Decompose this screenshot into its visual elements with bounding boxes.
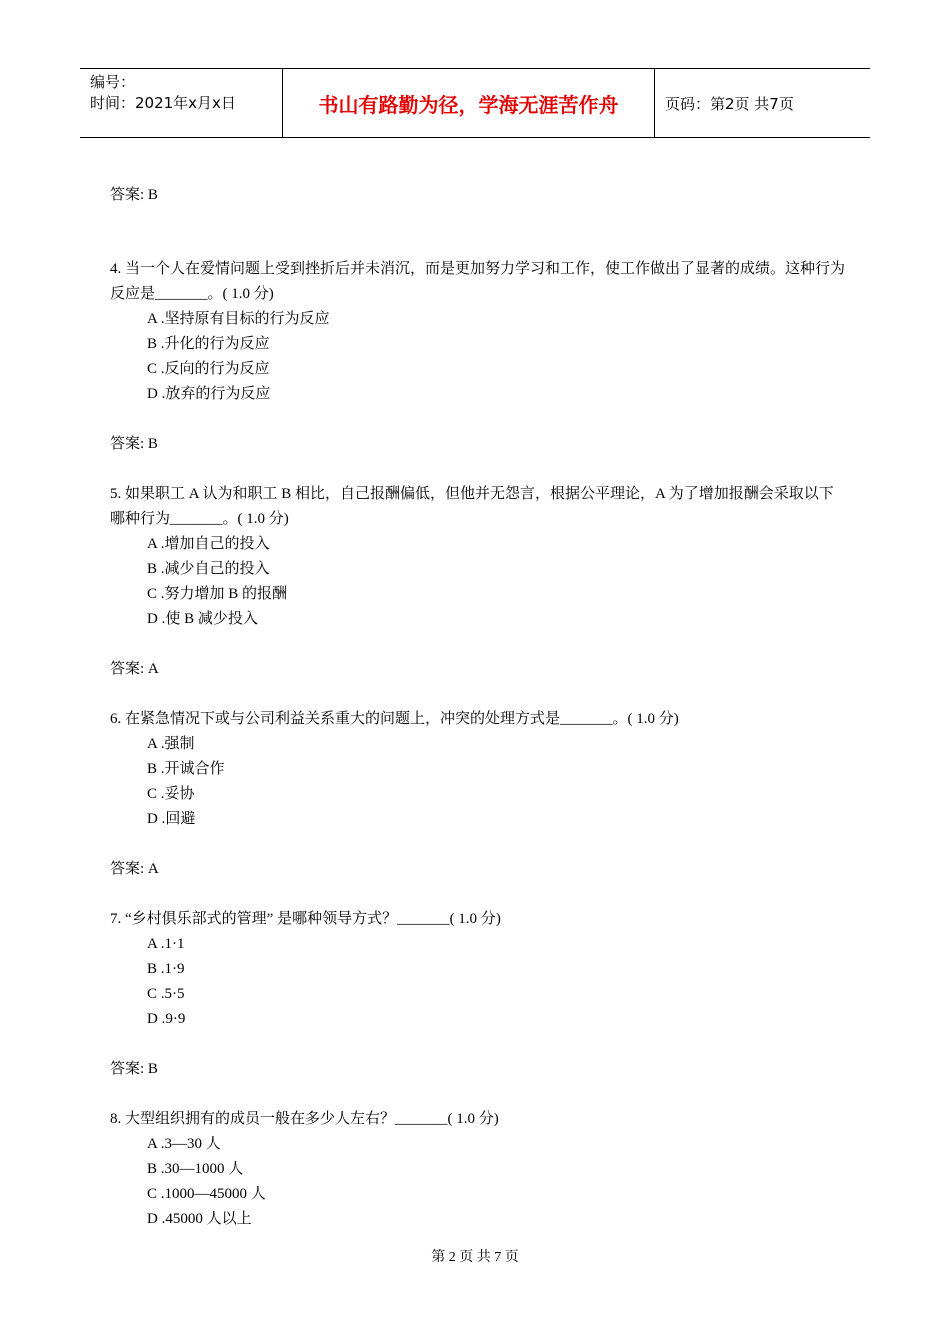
question-text: 6. 在紧急情况下或与公司利益关系重大的问题上，冲突的处理方式是_______。( 1.0 分)	[110, 711, 679, 727]
option-d: D .9·9	[147, 1011, 186, 1027]
question-block	[110, 1107, 845, 1232]
option-a: A .3—30 人	[147, 1136, 221, 1152]
option-c: C .1000—45000 人	[147, 1186, 266, 1202]
option-d: D .使 B 减少投入	[147, 611, 258, 627]
answer-line: 答案: B	[110, 187, 158, 203]
option-b: B .减少自己的投入	[147, 561, 270, 577]
document-time-label: 时间：2021年x月x日	[90, 94, 236, 112]
option-a: A .强制	[147, 736, 195, 752]
option-d: D .45000 人以上	[147, 1211, 252, 1227]
header-page-info: 页码：第2页 共7页	[665, 94, 794, 113]
question-text: 7. “乡村俱乐部式的管理” 是哪种领导方式？_______( 1.0 分)	[110, 911, 501, 927]
option-c: C .5·5	[147, 986, 185, 1002]
question-text: 4. 当一个人在爱情问题上受到挫折后并未消沉，而是更加努力学习和工作，使工作做出了显著的成绩。这种行为反应是_______。( 1.0 分)	[110, 261, 846, 302]
document-number-label: 编号：	[90, 73, 136, 91]
question-block	[110, 257, 845, 482]
question-text: 5. 如果职工 A 认为和职工 B 相比，自己报酬偏低，但他并无怨言，根据公平理论，A 为了增加报酬会采取以下哪种行为_______。( 1.0 分)	[110, 486, 834, 527]
question-list	[110, 183, 845, 1232]
answer-line: 答案: B	[110, 436, 158, 452]
page-footer: 第 2 页 共 7 页	[431, 1250, 519, 1265]
question-text: 8. 大型组织拥有的成员一般在多少人左右？_______( 1.0 分)	[110, 1111, 499, 1127]
option-b: B .升化的行为反应	[147, 336, 270, 352]
question-block	[110, 907, 845, 1107]
option-b: B .1·9	[147, 961, 185, 977]
question-block	[110, 707, 845, 907]
option-c: C .反向的行为反应	[147, 361, 270, 377]
option-a: A .增加自己的投入	[147, 536, 270, 552]
option-a: A .1·1	[147, 936, 185, 952]
option-c: C .努力增加 B 的报酬	[147, 586, 288, 602]
option-c: C .妥协	[147, 786, 195, 802]
option-b: B .开诚合作	[147, 761, 225, 777]
page-header	[80, 68, 870, 138]
answer-line: 答案: A	[110, 861, 159, 877]
question-block	[110, 482, 845, 707]
header-motto: 书山有路勤为径，学海无涯苦作舟	[282, 69, 655, 137]
option-b: B .30—1000 人	[147, 1161, 244, 1177]
option-d: D .回避	[147, 811, 196, 827]
answer-line: 答案: A	[110, 661, 159, 677]
option-a: A .坚持原有目标的行为反应	[147, 311, 330, 327]
answer-line: 答案: B	[110, 1061, 158, 1077]
option-d: D .放弃的行为反应	[147, 386, 271, 402]
header-left-cell	[80, 69, 282, 137]
